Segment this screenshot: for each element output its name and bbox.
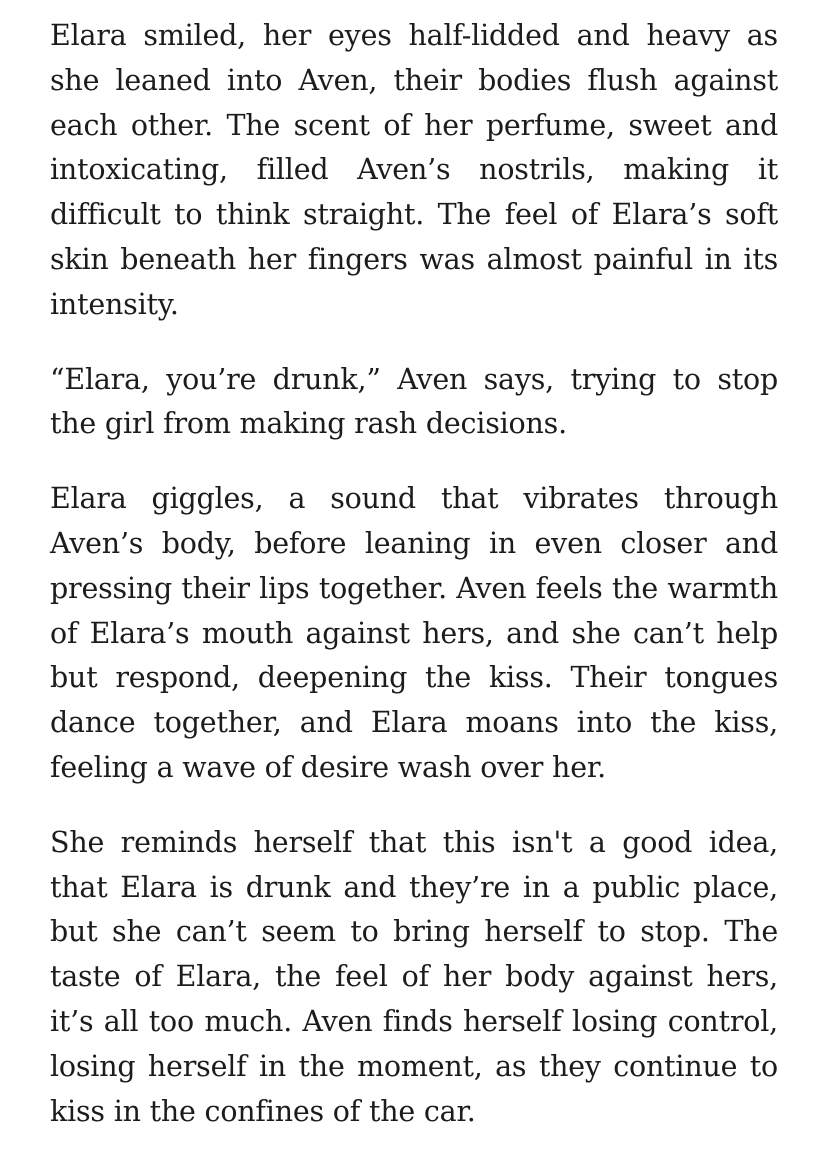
paragraph: She reminds herself that this isn't a good idea, that Elara is drunk and they’re in a public place, but she can’t seem to bring herself to stop. The taste of Elara, the feel of her body against hers, it’s all too much. Aven finds herself losing control, losing herself in the moment, as they continue to kiss in the confines of the car. <box>50 825 778 1128</box>
paragraph: Elara smiled, her eyes half-lidded and heavy as she leaned into Aven, their bodies flush against each other. The scent of her perfume, sweet and intoxicating, filled Aven’s nostrils, making it difficult to think straight. The feel of Elara’s soft skin beneath her fingers was almost painful in its intensity. <box>50 19 778 321</box>
paragraph: “Elara, you’re drunk,” Aven says, trying to stop the girl from making rash decisions. <box>50 362 778 441</box>
paragraph: Elara giggles, a sound that vibrates through Aven’s body, before leaning in even closer and pressing their lips together. Aven feels the warmth of Elara’s mouth against hers, and she can’t help but respond, deepening the kiss. Their tongues dance together, and Elara moans into the kiss, feeling a wave of desire wash over her. <box>50 482 778 784</box>
